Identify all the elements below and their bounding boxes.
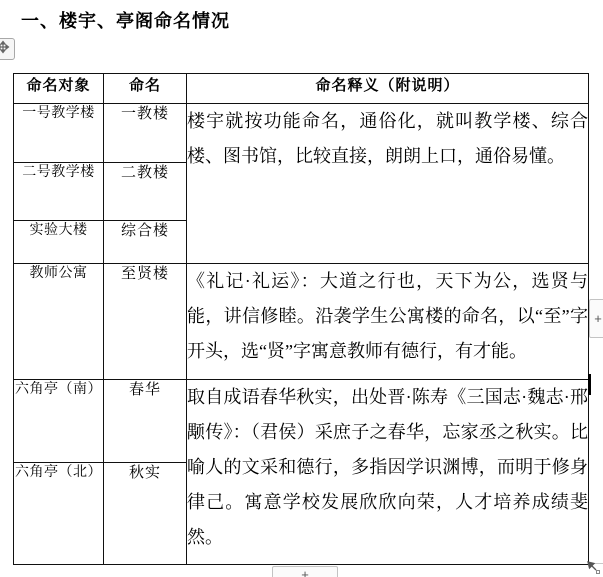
name-cell[interactable]: 春华 — [104, 380, 187, 463]
resize-arrow-icon — [586, 563, 602, 577]
explanation-cell[interactable]: 《礼记·礼运》：大道之行也，天下为公，选贤与能，讲信修睦。沿袭学生公寓楼的命名，以“至”字开头，选“贤”字寓意教师有德行，有才能。 — [187, 264, 589, 380]
name-cell[interactable]: 综合楼 — [104, 221, 187, 264]
table-row — [14, 380, 589, 463]
move-arrows-icon — [0, 40, 10, 59]
object-cell[interactable]: 教师公寓 — [14, 264, 104, 380]
name-cell[interactable]: 秋实 — [104, 463, 187, 565]
name-cell[interactable]: 至贤楼 — [104, 264, 187, 380]
naming-table — [13, 73, 589, 565]
add-column-button[interactable] — [589, 299, 603, 338]
object-cell[interactable]: 一号教学楼 — [14, 104, 104, 163]
header-name[interactable]: 命名 — [104, 74, 187, 104]
name-cell[interactable]: 二教楼 — [104, 163, 187, 221]
section-title[interactable]: 一、楼宇、亭阁命名情况 — [21, 11, 230, 31]
table-row — [14, 104, 589, 163]
name-cell[interactable]: 一教楼 — [104, 104, 187, 163]
object-cell[interactable]: 六角亭（南） — [14, 380, 104, 463]
object-cell[interactable]: 六角亭（北） — [14, 463, 104, 565]
table-move-handle[interactable] — [0, 38, 15, 60]
plus-icon: + — [594, 311, 602, 326]
add-row-button[interactable] — [272, 566, 338, 577]
table-row — [14, 264, 589, 380]
explanation-cell[interactable]: 取自成语春华秋实，出处晋·陈寿《三国志·魏志·邢颙传》：（君侯）采庶子之春华，忘家丞之秋实。比喻人的文采和德行，多指因学识渊博，而明于修身律己。寓意学校发展欣欣向荣，人才培养成绩斐然。 — [187, 380, 589, 565]
table-resize-handle[interactable] — [586, 560, 602, 576]
object-cell[interactable]: 二号教学楼 — [14, 163, 104, 221]
table-header-row — [14, 74, 589, 104]
object-cell[interactable]: 实验大楼 — [14, 221, 104, 264]
plus-icon: + — [301, 567, 309, 577]
text-caret — [588, 374, 591, 395]
header-object[interactable]: 命名对象 — [14, 74, 104, 104]
header-explanation[interactable]: 命名释义（附说明） — [187, 74, 589, 104]
explanation-cell[interactable]: 楼宇就按功能命名，通俗化，就叫教学楼、综合楼、图书馆，比较直接，朗朗上口，通俗易懂。 — [187, 104, 589, 264]
